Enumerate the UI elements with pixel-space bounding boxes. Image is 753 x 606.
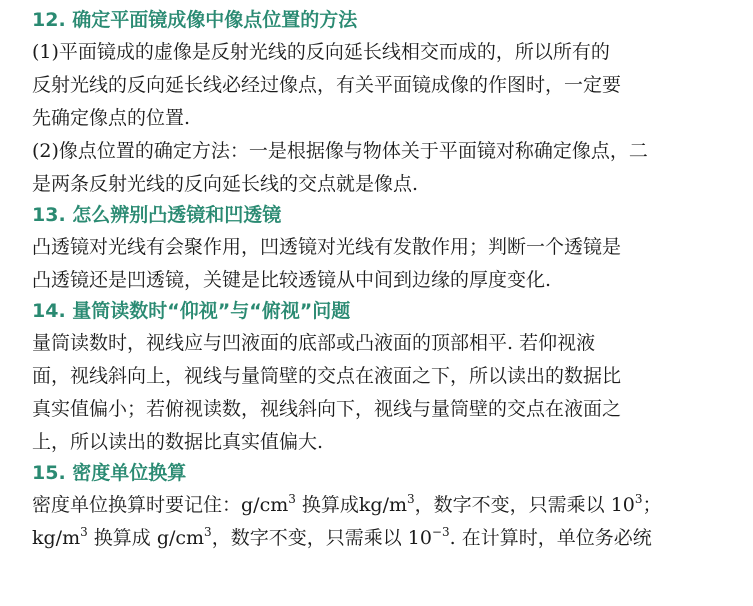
text-line bbox=[32, 522, 733, 555]
superscript: 3 bbox=[80, 525, 88, 539]
superscript: 3 bbox=[288, 492, 296, 506]
section-15-paragraph bbox=[32, 489, 733, 555]
text-line: (1)平面镜成的虚像是反射光线的反向延长线相交而成的，所以所有的 bbox=[32, 41, 610, 63]
text-line bbox=[32, 489, 733, 522]
section-12-paragraph-1 bbox=[32, 36, 733, 135]
text-line: 凸透镜对光线有会聚作用，凹透镜对光线有发散作用；判断一个透镜是 bbox=[32, 236, 622, 258]
section-15-heading: 15. 密度单位换算 bbox=[32, 462, 187, 484]
text-run: 换算成 g/cm bbox=[87, 527, 205, 549]
text-run: ； bbox=[642, 494, 662, 516]
text-line: 真实值偏小；若俯视读数，视线斜向下，视线与量筒壁的交点在液面之 bbox=[32, 398, 622, 420]
text-run: ，数字不变，只需乘以 10 bbox=[414, 494, 635, 516]
text-run: . 在计算时，单位务必统 bbox=[449, 527, 652, 549]
text-line: 反射光线的反向延长线必经过像点，有关平面镜成像的作图时，一定要 bbox=[32, 74, 622, 96]
text-line: 是两条反射光线的反向延长线的交点就是像点. bbox=[32, 173, 419, 195]
section-14-heading: 14. 量筒读数时“仰视”与“俯视”问题 bbox=[32, 300, 351, 322]
text-run: 换算成kg/m bbox=[295, 494, 408, 516]
text-run: ，数字不变，只需乘以 10 bbox=[211, 527, 432, 549]
section-13-paragraph bbox=[32, 231, 733, 297]
text-line: 凸透镜还是凹透镜，关键是比较透镜从中间到边缘的厚度变化. bbox=[32, 269, 552, 291]
section-13-heading: 13. 怎么辨别凸透镜和凹透镜 bbox=[32, 204, 282, 226]
section-12-paragraph-2 bbox=[32, 135, 733, 201]
section-12-heading: 12. 确定平面镜成像中像点位置的方法 bbox=[32, 9, 358, 31]
text-run: kg/m bbox=[32, 527, 81, 549]
text-line: 面，视线斜向上，视线与量筒壁的交点在液面之下，所以读出的数据比 bbox=[32, 365, 622, 387]
section-14-paragraph bbox=[32, 327, 733, 459]
text-line: 先确定像点的位置. bbox=[32, 107, 191, 129]
text-line: (2)像点位置的确定方法：一是根据像与物体关于平面镜对称确定像点，二 bbox=[32, 140, 648, 162]
superscript: −3 bbox=[431, 525, 450, 539]
text-line: 上，所以读出的数据比真实值偏大. bbox=[32, 431, 324, 453]
text-line: 量筒读数时，视线应与凹液面的底部或凸液面的顶部相平. 若仰视液 bbox=[32, 332, 596, 354]
text-run: 密度单位换算时要记住：g/cm bbox=[32, 494, 289, 516]
superscript: 3 bbox=[407, 492, 415, 506]
superscript: 3 bbox=[634, 492, 643, 506]
superscript: 3 bbox=[204, 525, 212, 539]
